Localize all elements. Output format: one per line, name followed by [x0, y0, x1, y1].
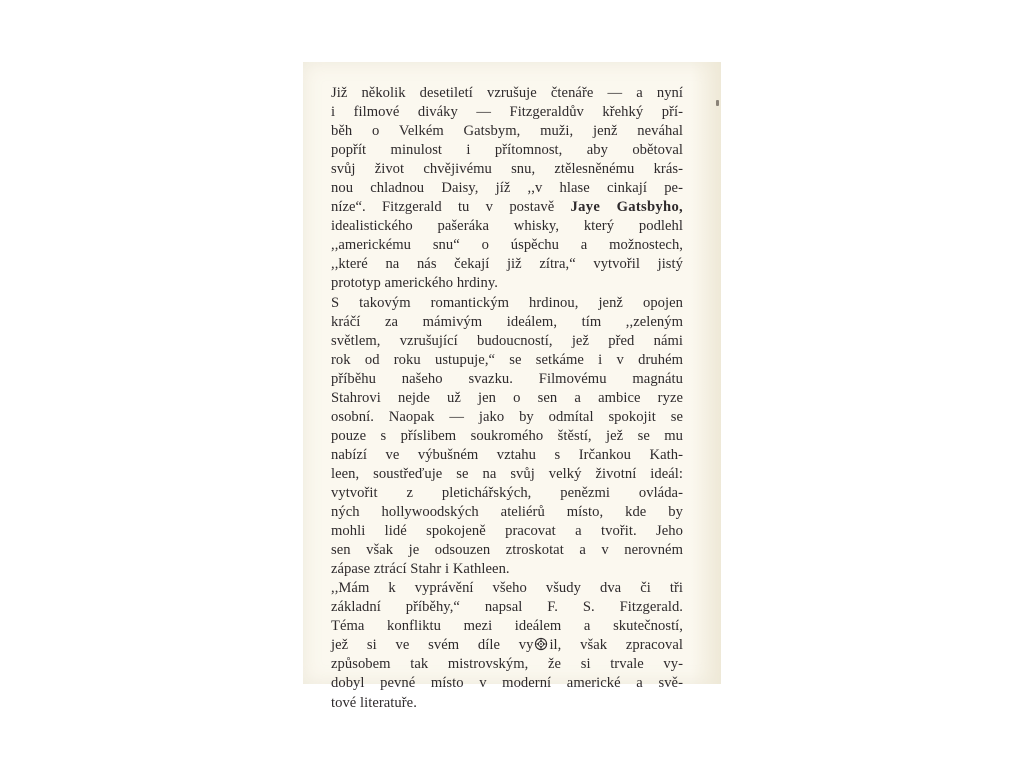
text-line: ,,Mám k vyprávění všeho všudy dva či tři	[331, 580, 683, 597]
text-line: ,,americkému snu“ o úspěchu a možnostech,	[331, 237, 683, 254]
text-line: rok od roku ustupuje,“ se setkáme i v druhém	[331, 351, 683, 368]
text-line: tové literatuře.	[331, 694, 417, 711]
text-line	[331, 636, 683, 655]
text-line: vytvořit z pletichářských, penězmi ovláda-	[331, 484, 683, 501]
text-line: základní příběhy,“ napsal F. S. Fitzgerald.	[331, 599, 683, 616]
page-edge-shade	[691, 62, 721, 684]
text-line: ,,které na nás čekají již zítra,“ vytvořil jistý	[331, 256, 683, 273]
text-line: svůj život chvějivému snu, ztělesněnému krás-	[331, 161, 683, 178]
gatsby-name: Jaye Gatsbyho,	[570, 199, 683, 216]
text-line: pouze s příslibem soukromého štěstí, jež se mu	[331, 427, 683, 444]
text-line	[331, 198, 683, 217]
text-line: běh o Velkém Gatsbym, muži, jenž neváhal	[331, 123, 683, 140]
text-line: leen, soustřeďuje se na svůj velký životní ideál:	[331, 465, 683, 482]
text-line: ných hollywoodských ateliérů místo, kde by	[331, 504, 683, 521]
text-line: idealistického pašeráka whisky, který podlehl	[331, 218, 683, 235]
text-run: jež si ve svém díle vy	[331, 637, 534, 654]
text-run: níze“. Fitzgerald tu v postavě	[331, 199, 555, 216]
text-line: Stahrovi nejde už jen o sen a ambice ryze	[331, 389, 683, 406]
text-run: il, však zpracoval	[549, 637, 683, 654]
text-line: nou chladnou Daisy, jíž ,,v hlase cinkají pe-	[331, 180, 683, 197]
text-line: nabízí ve výbušném vztahu s Irčankou Kath-	[331, 446, 683, 463]
text-line: osobní. Naopak — jako by odmítal spokojit se	[331, 408, 683, 425]
text-line: dobyl pevné místo v moderní americké a svě-	[331, 675, 683, 692]
page-speck	[716, 100, 719, 106]
page-text	[331, 84, 683, 713]
text-line: Již několik desetiletí vzrušuje čtenáře — a nyní	[331, 85, 683, 101]
text-line: sen však je odsouzen ztroskotat a v nerovném	[331, 542, 683, 559]
text-line: příběhu našeho svazku. Filmovému magnátu	[331, 370, 683, 387]
book-page	[303, 62, 721, 711]
text-line: zápase ztrácí Stahr i Kathleen.	[331, 561, 510, 578]
text-line: S takovým romantickým hrdinou, jenž opojen	[331, 294, 683, 311]
text-line: světlem, vzrušující budoucností, jež před námi	[331, 332, 683, 349]
text-line: popřít minulost i přítomnost, aby obětoval	[331, 142, 683, 159]
text-line: kráčí za mámivým ideálem, tím ,,zeleným	[331, 313, 683, 330]
text-line: Téma konfliktu mezi ideálem a skutečností,	[331, 618, 683, 635]
text-line: i filmové diváky — Fitzgeraldův křehký pří-	[331, 104, 683, 121]
text-line: způsobem tak mistrovským, že si trvale vy-	[331, 656, 683, 673]
publisher-emblem-icon	[534, 637, 548, 651]
text-line: prototyp amerického hrdiny.	[331, 275, 498, 292]
text-line: mohli lidé spokojeně pracovat a tvořit. Jeho	[331, 523, 683, 540]
